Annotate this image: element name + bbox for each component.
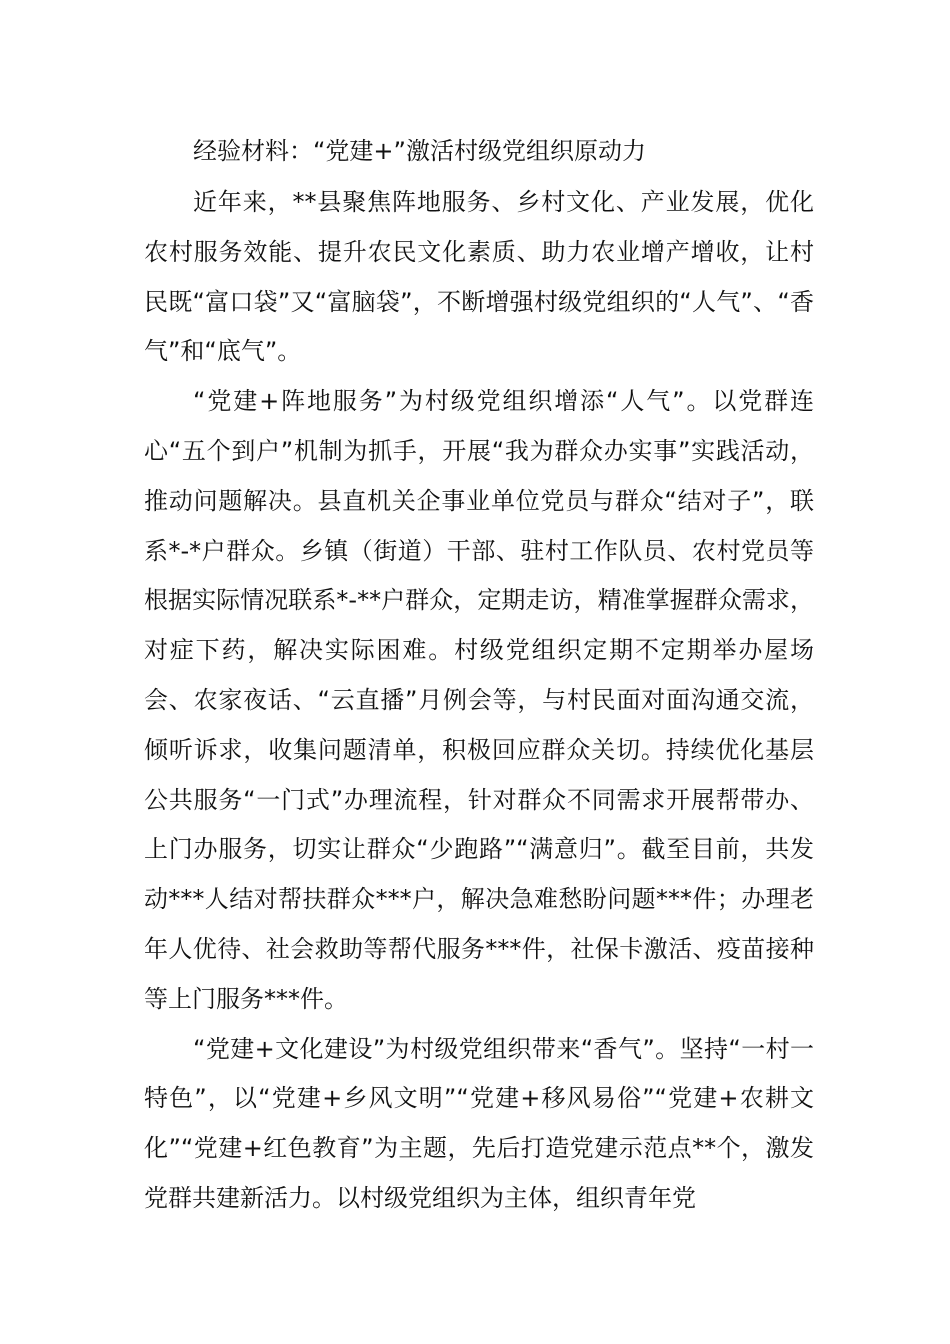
- paragraph-intro: 近年来，**县聚焦阵地服务、乡村文化、产业发展，优化农村服务效能、提升农民文化素质、助力农业增产增收，让村民既“富口袋”又“富脑袋”，不断增强村级党组织的“人气”、“香气”和“底气”。: [144, 188, 814, 366]
- document-body: [144, 178, 814, 1224]
- document-title: 经验材料：“党建+”激活村级党组织原动力: [193, 137, 646, 165]
- paragraph-position-service: “党建+阵地服务”为村级党组织增添“人气”。以党群连心“五个到户”机制为抓手，开展“我为群众办实事”实践活动，推动问题解决。县直机关企事业单位党员与群众“结对子”，联系*-*户群众。乡镇（街道）干部、驻村工作队员、农村党员等根据实际情况联系*-**户群众，定期走访，精准掌握群众需求，对症下药，解决实际困难。村级党组织定期不定期举办屋场会、农家夜话、“云直播”月例会等，与村民面对面沟通交流，倾听诉求，收集问题清单，积极回应群众关切。持续优化基层公共服务“一门式”办理流程，针对群众不同需求开展帮带办、上门办服务，切实让群众“少跑路”“满意归”。截至目前，共发动***人结对帮扶群众***户，解决急难愁盼问题***件；办理老年人优待、社会救助等帮代服务***件，社保卡激活、疫苗接种等上门服务***件。: [144, 387, 814, 1013]
- paragraph-culture-building: “党建+文化建设”为村级党组织带来“香气”。坚持“一村一特色”，以“党建+乡风文明”“党建+移风易俗”“党建+农耕文化”“党建+红色教育”为主题，先后打造党建示范点**个，激发党群共建新活力。以村级党组织为主体，组织青年党: [144, 1034, 814, 1212]
